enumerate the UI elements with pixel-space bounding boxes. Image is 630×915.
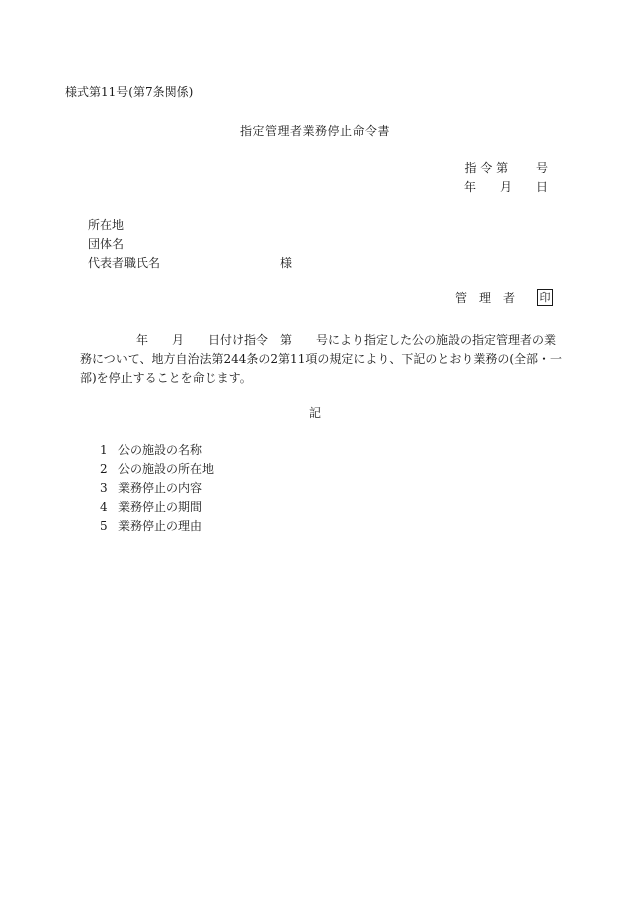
list-item xyxy=(100,463,214,482)
issuer-title: 管 理 者 xyxy=(455,291,516,305)
addressee-location-label: 所在地 xyxy=(88,218,125,232)
form-number: 様式第11号(第7条関係) xyxy=(65,85,194,99)
ki-heading: 記 xyxy=(308,406,321,420)
item-label: 業務停止の理由 xyxy=(118,519,203,533)
item-number: 3 xyxy=(100,481,108,495)
order-body-line-3: 部)を停止することを命じます。 xyxy=(80,371,252,385)
item-label: 業務停止の期間 xyxy=(118,500,203,514)
item-number: 1 xyxy=(100,443,108,457)
order-body-line-1 xyxy=(80,331,557,350)
list-item xyxy=(100,520,214,539)
addressee-organization-label: 団体名 xyxy=(88,237,125,251)
item-label: 公の施設の名称 xyxy=(118,443,203,457)
list-item xyxy=(100,482,214,501)
item-number: 2 xyxy=(100,462,108,476)
order-body-line-2: 務について、地方自治法第244条の2第11項の規定により、下記のとおり業務の(全部・一 xyxy=(80,352,563,366)
item-number: 5 xyxy=(100,519,108,533)
item-label: 公の施設の所在地 xyxy=(118,462,215,476)
order-body-line-1-text: 年 月 日付け指令 第 号により指定した公の施設の指定管理者の業 xyxy=(136,333,557,347)
order-body xyxy=(80,331,563,388)
seal-box: 印 xyxy=(537,289,553,306)
addressee-honorific: 様 xyxy=(280,256,293,270)
reference-number: 指 令 第 号 xyxy=(464,161,548,175)
item-label: 業務停止の内容 xyxy=(118,481,203,495)
item-list xyxy=(100,444,214,539)
document-title: 指定管理者業務停止命令書 xyxy=(239,124,390,138)
item-number: 4 xyxy=(100,500,108,514)
list-item xyxy=(100,501,214,520)
reference-date: 年 月 日 xyxy=(463,180,548,194)
list-item xyxy=(100,444,214,463)
addressee-representative-label: 代表者職氏名 xyxy=(88,256,161,270)
